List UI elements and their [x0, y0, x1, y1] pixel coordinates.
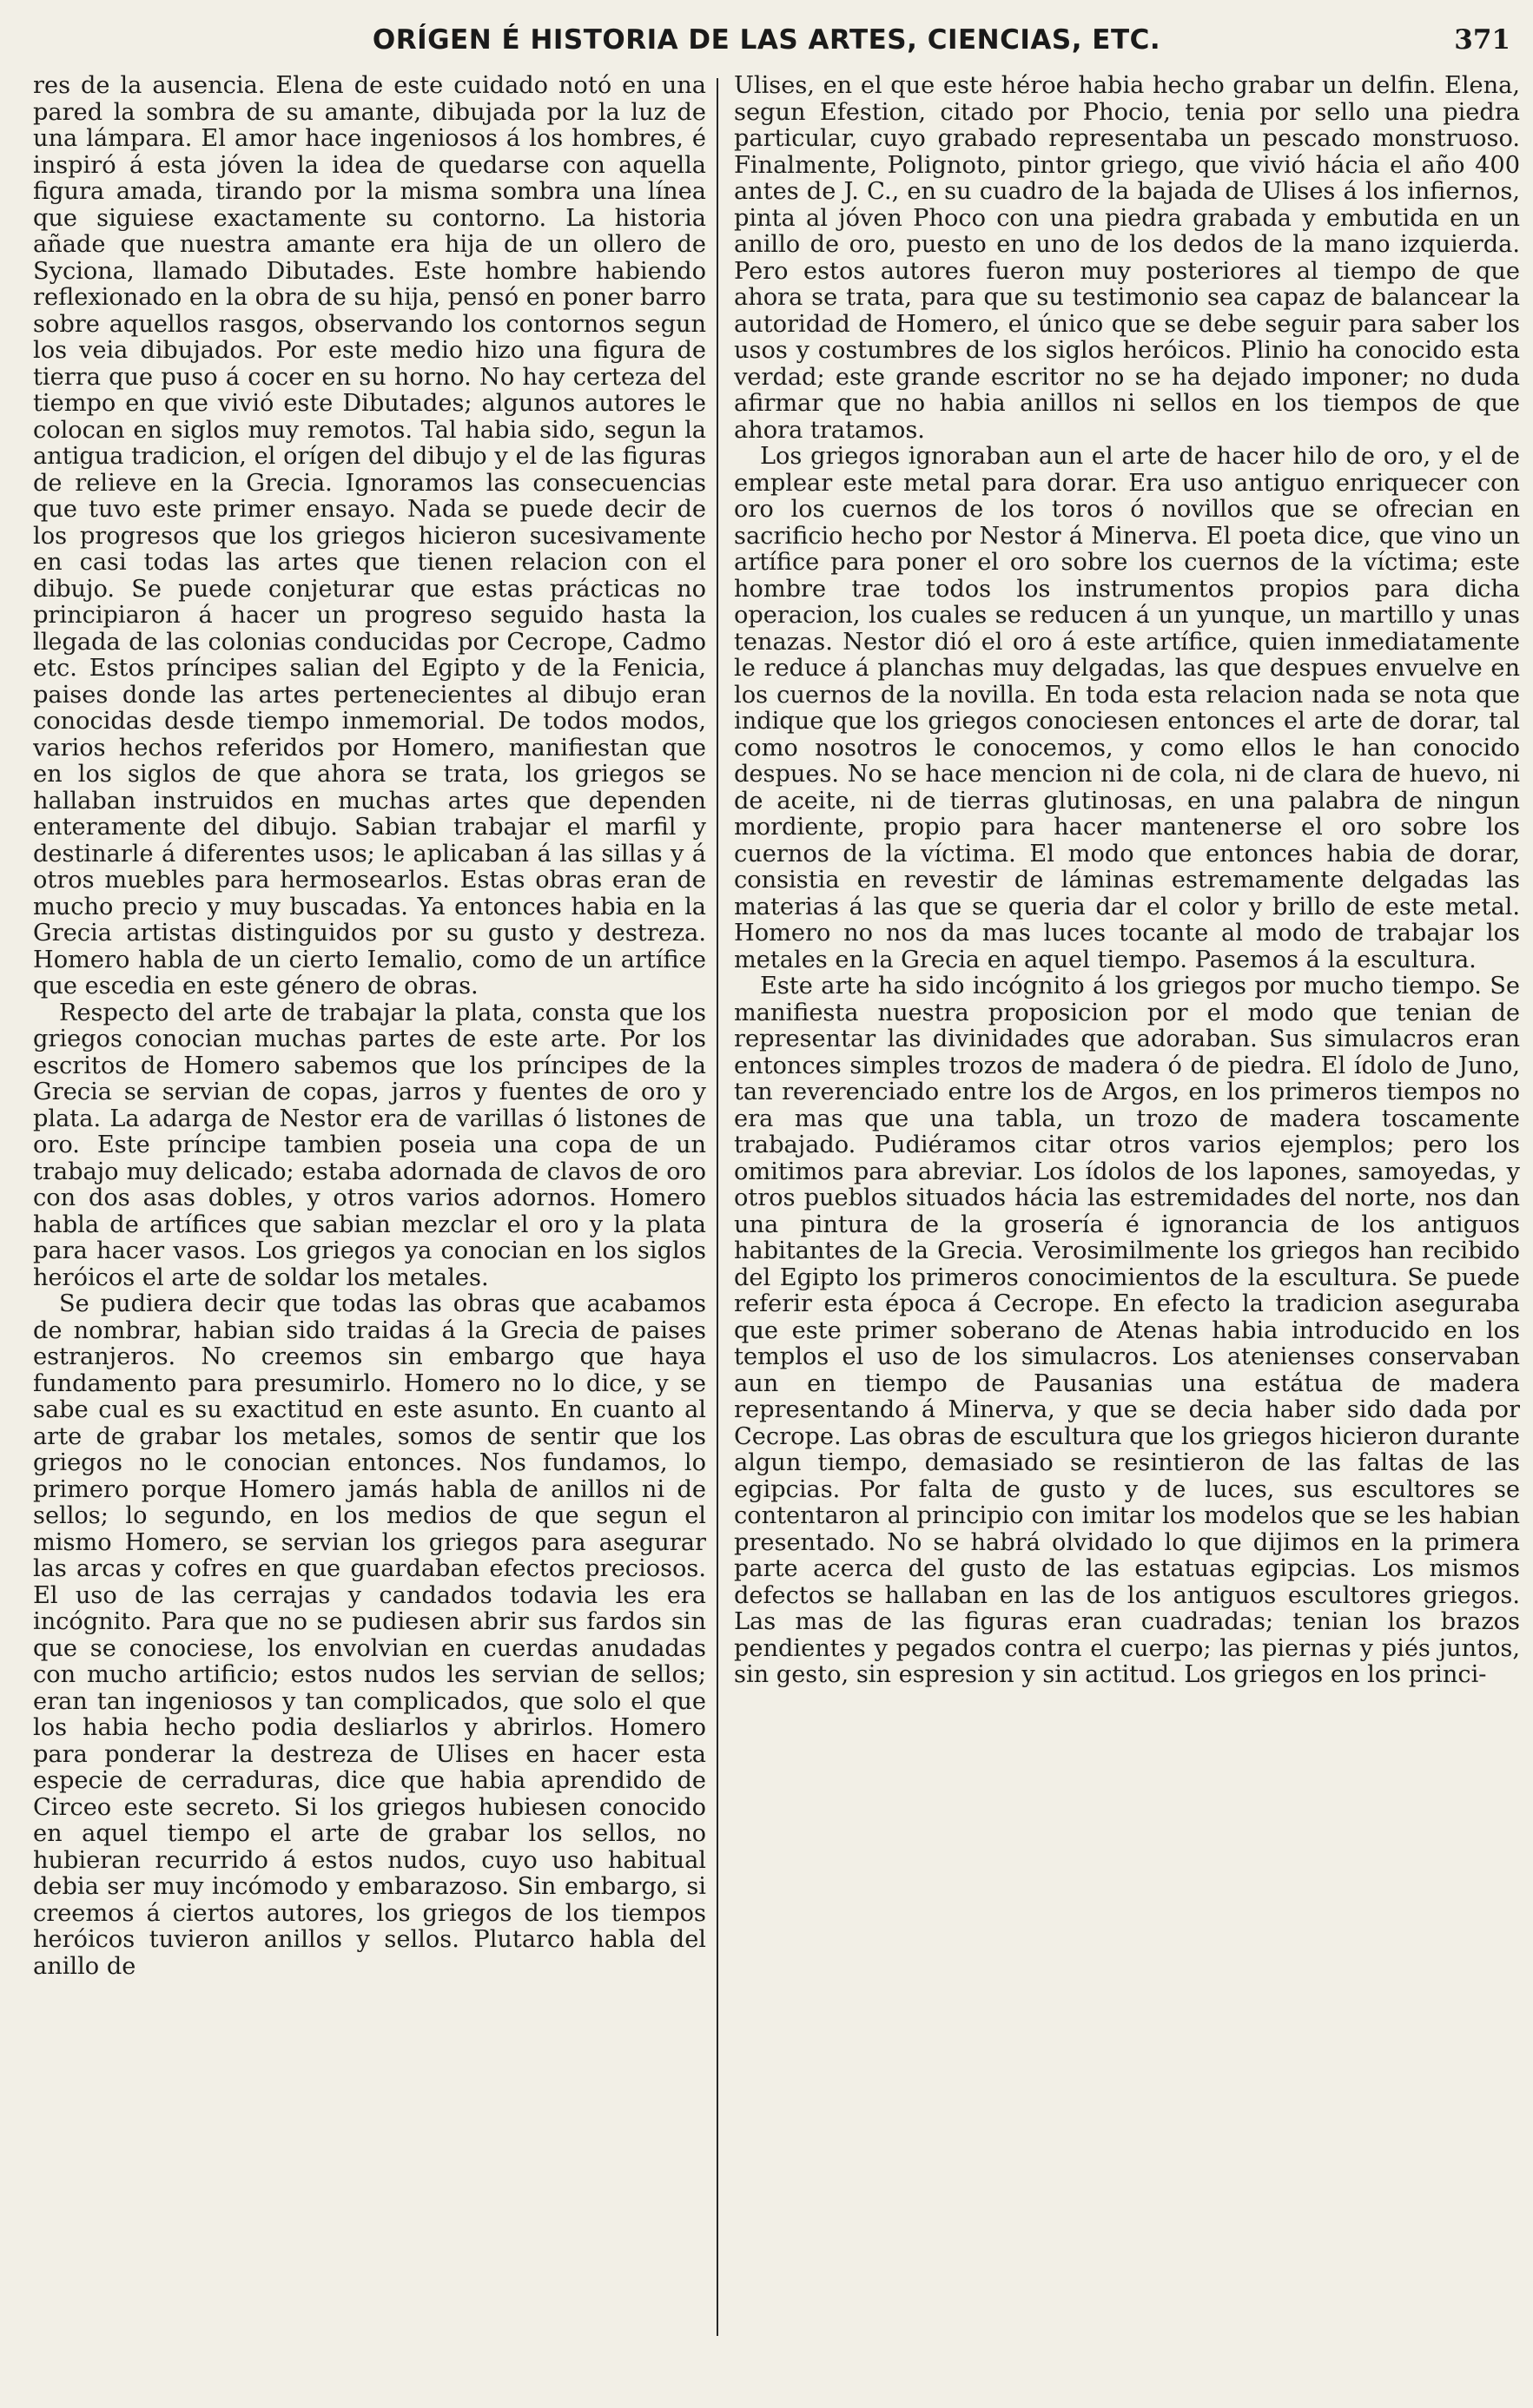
page-header — [0, 24, 1533, 66]
paragraph: Respecto del arte de trabajar la plata, consta que los griegos conocian muchas partes de este arte. Por los escritos de Homero sabemos que los príncipes de la Grecia se servian de copas, jarros y fuentes de oro y plata. La adarga de Nestor era de varillas ó listones de oro. Este príncipe tambien poseia una copa de un trabajo muy delicado; estaba adornada de clavos de oro con dos asas dobles, y otros varios adornos. Homero habla de artífices que sabian mezclar el oro y la plata para hacer vasos. Los griegos ya conocian en los siglos heróicos el arte de soldar los metales. — [33, 999, 706, 1291]
paragraph: Los griegos ignoraban aun el arte de hacer hilo de oro, y el de emplear este metal para dorar. Era uso antiguo enriquecer con oro los cuernos de los toros ó novillos que se ofrecian en sacrificio hecho por Nestor á Minerva. El poeta dice, que vino un artífice para poner el oro sobre los cuernos de la víctima; este hombre trae todos los instrumentos propios para dicha operacion, los cuales se reducen á un yunque, un martillo y unas tenazas. Nestor dió el oro á este artífice, quien inmediatamente le reduce á planchas muy delgadas, las que despues envuelve en los cuernos de la novilla. En toda esta relacion nada se nota que indique que los griegos conociesen entonces el arte de dorar, tal como nosotros le conocemos, y como ellos le han conocido despues. No se hace mencion ni de cola, ni de clara de huevo, ni de aceite, ni de tierras glutinosas, en una palabra de ningun mordiente, propio para hacer mantenerse el oro sobre los cuernos de la víctima. El modo que entonces habia de dorar, consistia en revestir de láminas estremamente delgadas las materias á las que se queria dar el color y brillo de este metal. Homero no nos da mas luces tocante al modo de trabajar los metales en la Grecia en aquel tiempo. Pasemos á la escultura. — [734, 443, 1520, 973]
column-divider — [717, 78, 718, 2336]
running-title: ORÍGEN É HISTORIA DE LAS ARTES, CIENCIAS, ETC. — [372, 24, 1161, 56]
page-number: 371 — [1454, 24, 1510, 56]
left-column — [33, 73, 706, 2348]
right-column — [734, 73, 1520, 2348]
paragraph: Ulises, en el que este héroe habia hecho grabar un delfin. Elena, segun Efestion, citado por Phocio, tenia por sello una piedra particular, cuyo grabado representaba un pescado monstruoso. Finalmente, Polignoto, pintor griego, que vivió hácia el año 400 antes de J. C., en su cuadro de la bajada de Ulises á los infiernos, pinta al jóven Phoco con una piedra grabada y embutida en un anillo de oro, puesto en uno de los dedos de la mano izquierda. Pero estos autores fueron muy posteriores al tiempo de que ahora se trata, para que su testimonio sea capaz de balancear la autoridad de Homero, el único que se debe seguir para saber los usos y costumbres de los siglos heróicos. Plinio ha conocido esta verdad; este grande escritor no se ha dejado imponer; no duda afirmar que no habia anillos ni sellos en los tiempos de que ahora tratamos. — [734, 73, 1520, 444]
paragraph: Este arte ha sido incógnito á los griegos por mucho tiempo. Se manifiesta nuestra proposicion por el modo que tenian de representar las divinidades que adoraban. Sus simulacros eran entonces simples trozos de madera ó de piedra. El ídolo de Juno, tan reverenciado entre los de Argos, en los primeros tiempos no era mas que una tabla, un trozo de madera toscamente trabajado. Pudiéramos citar otros varios ejemplos; pero los omitimos para abreviar. Los ídolos de los lapones, samoyedas, y otros pueblos situados hácia las estremidades del norte, nos dan una pintura de la grosería é ignorancia de los antiguos habitantes de la Grecia. Verosimilmente los griegos han recibido del Egipto los primeros conocimientos de la escultura. Se puede referir esta época á Cecrope. En efecto la tradicion aseguraba que este primer soberano de Atenas habia introducido en los templos el uso de los simulacros. Los atenienses conservaban aun en tiempo de Pausanias una estátua de madera representando á Minerva, y que se decia haber sido dada por Cecrope. Las obras de escultura que los griegos hicieron durante algun tiempo, demasiado se resintieron de las faltas de las egipcias. Por falta de gusto y de luces, sus escultores se contentaron al principio con imitar los modelos que se les habian presentado. No se habrá olvidado lo que dijimos en la primera parte acerca del gusto de las estatuas egipcias. Los mismos defectos se hallaban en las de los antiguos escultores griegos. Las mas de las figuras eran cuadradas; tenian los brazos pendientes y pegados contra el cuerpo; las piernas y piés juntos, sin gesto, sin espresion y sin actitud. Los griegos en los princi- — [734, 973, 1520, 1688]
paragraph: res de la ausencia. Elena de este cuidado notó en una pared la sombra de su amante, dibujada por la luz de una lámpara. El amor hace ingeniosos á los hombres, é inspiró á esta jóven la idea de quedarse con aquella figura amada, tirando por la misma sombra una línea que siguiese exactamente su contorno. La historia añade que nuestra amante era hija de un ollero de Syciona, llamado Dibutades. Este hombre habiendo reflexionado en la obra de su hija, pensó en poner barro sobre aquellos rasgos, observando los contornos segun los veia dibujados. Por este medio hizo una figura de tierra que puso á cocer en su horno. No hay certeza del tiempo en que vivió este Dibutades; algunos autores le colocan en siglos muy remotos. Tal habia sido, segun la antigua tradicion, el orígen del dibujo y el de las figuras de relieve en la Grecia. Ignoramos las consecuencias que tuvo este primer ensayo. Nada se puede decir de los progresos que los griegos hicieron sucesivamente en casi todas las artes que tienen relacion con el dibujo. Se puede conjeturar que estas prácticas no principiaron á hacer un progreso seguido hasta la llegada de las colonias conducidas por Cecrope, Cadmo etc. Estos príncipes salian del Egipto y de la Fenicia, paises donde las artes pertenecientes al dibujo eran conocidas desde tiempo inmemorial. De todos modos, varios hechos referidos por Homero, manifiestan que en los siglos de que ahora se trata, los griegos se hallaban instruidos en muchas artes que dependen enteramente del dibujo. Sabian trabajar el marfil y destinarle á diferentes usos; le aplicaban á las sillas y á otros muebles para hermosearlos. Estas obras eran de mucho precio y muy buscadas. Ya entonces habia en la Grecia artistas distinguidos por su gusto y destreza. Homero habla de un cierto Iemalio, como de un artífice que escedia en este género de obras. — [33, 73, 706, 999]
paragraph: Se pudiera decir que todas las obras que acabamos de nombrar, habian sido traidas á la Grecia de paises estranjeros. No creemos sin embargo que haya fundamento para presumirlo. Homero no lo dice, y se sabe cual es su exactitud en este asunto. En cuanto al arte de grabar los metales, somos de sentir que los griegos no le conocian entonces. Nos fundamos, lo primero porque Homero jamás habla de anillos ni de sellos; lo segundo, en los medios de que segun el mismo Homero, se servian los griegos para asegurar las arcas y cofres en que guardaban efectos preciosos. El uso de las cerrajas y candados todavia les era incógnito. Para que no se pudiesen abrir sus fardos sin que se conociese, los envolvian en cuerdas anudadas con mucho artificio; estos nudos les servian de sellos; eran tan ingeniosos y tan complicados, que solo el que los habia hecho podia desliarlos y abrirlos. Homero para ponderar la destreza de Ulises en hacer esta especie de cerraduras, dice que habia aprendido de Circeo este secreto. Si los griegos hubiesen conocido en aquel tiempo el arte de grabar los sellos, no hubieran recurrido á estos nudos, cuyo uso habitual debia ser muy incómodo y embarazoso. Sin embargo, si creemos á ciertos autores, los griegos de los tiempos heróicos tuvieron anillos y sellos. Plutarco habla del anillo de — [33, 1290, 706, 1980]
